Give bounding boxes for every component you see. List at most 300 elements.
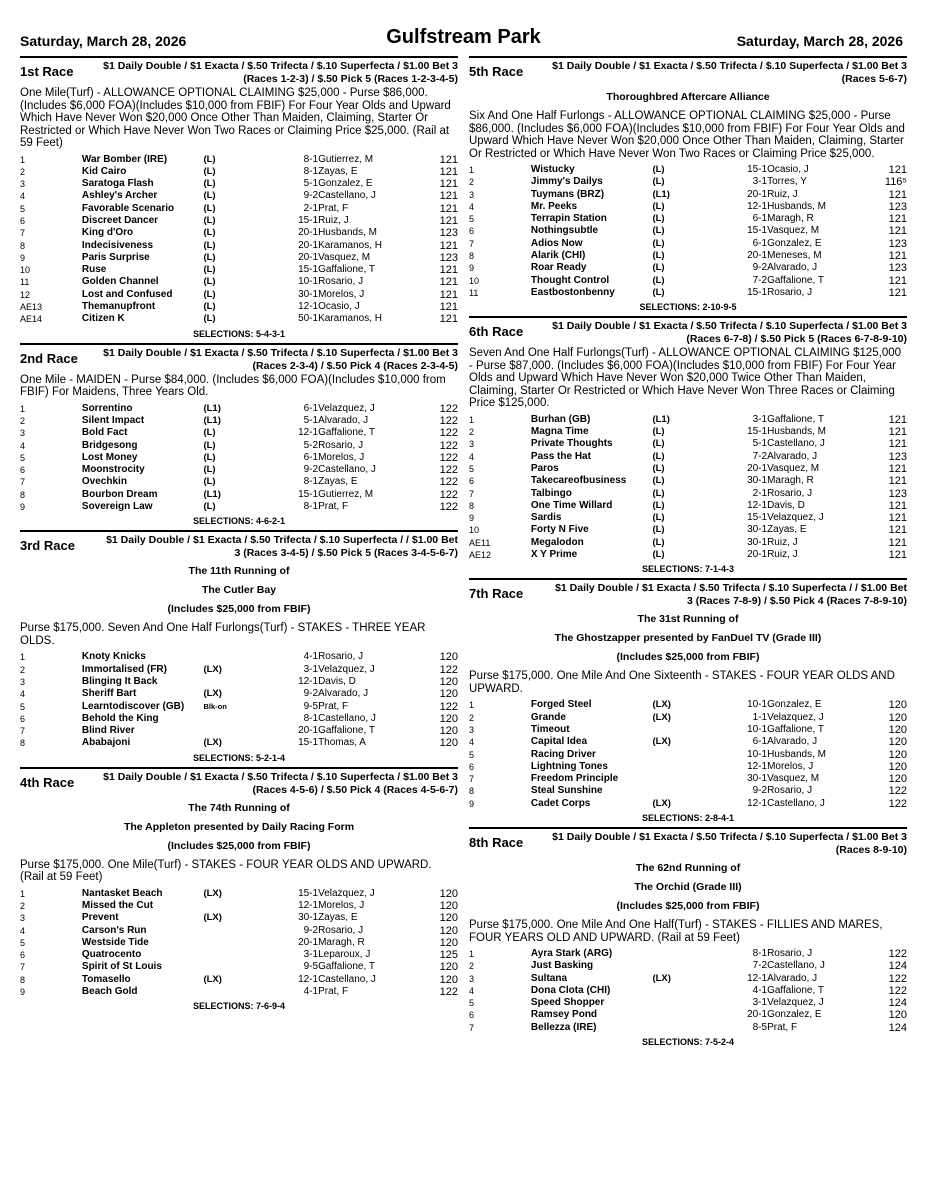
medication: (L) (203, 264, 216, 276)
weight: 122 (439, 476, 458, 489)
post-position: 9 (469, 798, 475, 809)
horse-name: Saratoga Flash (81, 178, 154, 190)
morning-line-odds: 7-2 (752, 960, 768, 972)
post-position: 12 (20, 289, 31, 300)
jockey-name: Gonzalez, E (767, 1009, 822, 1021)
morning-line-odds: 15-1 (298, 214, 319, 226)
jockey-name: Rosario, J (767, 487, 813, 499)
race-wager-list: $1 Daily Double / $1 Exacta / $.50 Trifecta / $.10 Superfecta / $1.00 Bet 3 (Races 6-7-8) / $.50 Pick 5 (Races 6-7-8-9-10) (552, 320, 907, 346)
entry-row (20, 949, 458, 961)
medication (203, 937, 272, 949)
horse-name: Paros (530, 462, 559, 474)
morning-line-odds: 8-1 (303, 165, 319, 177)
race-number: 6th Race (469, 324, 524, 340)
morning-line-odds: 9-2 (752, 785, 768, 797)
race-number: 1st Race (20, 64, 74, 79)
race-block (469, 578, 907, 823)
morning-line-odds: 12-1 (298, 900, 319, 911)
weight: 121 (888, 462, 907, 475)
morning-line-odds: 15-1 (298, 887, 319, 899)
medication (203, 651, 272, 663)
entry-row (20, 313, 458, 325)
medication: (L) (652, 426, 665, 438)
horse-name: One Time Willard (530, 499, 613, 511)
weight: 120 (439, 737, 458, 750)
entry-row (20, 240, 458, 252)
weight: 120 (439, 961, 458, 974)
weight: 122 (439, 464, 458, 477)
morning-line-odds: 15-1 (747, 286, 768, 298)
entry-row (20, 737, 458, 749)
medication: (L) (203, 464, 216, 476)
horse-name: Mr. Peeks (530, 200, 578, 212)
entry-row (20, 440, 458, 452)
medication (652, 985, 721, 997)
jockey-name: Gonzalez, E (318, 178, 373, 190)
horse-name: Terrapin Station (530, 213, 607, 225)
horse-name: Bellezza (IRE) (530, 1021, 597, 1033)
medication (652, 761, 721, 773)
entry-row (469, 537, 907, 549)
jockey-name: Velazquez, J (767, 512, 824, 524)
race-conditions: Six And One Half Furlongs - ALLOWANCE OPTIONAL CLAIMING $25,000 - Purse $86,000. (Includes $6,000 FOA)(Includes $10,000 from FBIF) For Four Year Olds and Upward Which Have Never Won $20,000 Once Other Than Maiden, Claiming, Starter Or Restricted or Which Have Never Won Two Races or Claiming Price $25,000. (469, 110, 905, 160)
race-title-line: Thoroughbred Aftercare Alliance (606, 91, 770, 103)
entry-row (20, 725, 458, 737)
post-position: 1 (20, 154, 26, 165)
race-wager-list: $1 Daily Double / $1 Exacta / $.50 Trifecta / $.10 Superfecta / $1.00 Bet 3 (Races 4-5-6) / $.50 Pick 4 (Races 4-5-6-7) (103, 770, 458, 796)
medication: (L) (652, 274, 665, 286)
weight: 120 (888, 748, 907, 761)
weight: 120 (888, 699, 907, 712)
medication: (L) (203, 202, 216, 214)
horse-name: Grande (530, 711, 566, 723)
post-position: 6 (469, 226, 475, 237)
medication (652, 960, 721, 972)
medication (652, 749, 721, 761)
jockey-name: Velazquez, J (767, 711, 824, 723)
race-title-line: The Orchid (Grade III) (634, 881, 742, 893)
race-wager-list: $1 Daily Double / $1 Exacta / $.50 Trifecta / $.10 Superfecta / $1.00 Bet 3 (Races 2-3-4) / $.50 Pick 4 (Races 2-3-4-5) (103, 346, 458, 372)
morning-line-odds: 10-1 (747, 748, 768, 760)
race-header (20, 534, 458, 560)
horse-name: Speed Shopper (530, 997, 605, 1009)
medication: (L) (652, 164, 665, 175)
horse-name: Themanupfront (81, 301, 156, 313)
post-position: 1 (20, 888, 26, 899)
morning-line-odds: 6-1 (752, 736, 768, 748)
entry-row (20, 888, 458, 900)
entry-row (20, 713, 458, 725)
morning-line-odds: 7-2 (752, 274, 768, 286)
weight: 123 (888, 262, 907, 275)
race-title-line: The Ghostzapper presented by FanDuel TV (Grade III) (554, 632, 822, 645)
medication (203, 725, 272, 737)
post-position: 4 (20, 689, 26, 700)
entry-row (469, 451, 907, 463)
post-position: 10 (20, 265, 31, 276)
morning-line-odds: 20-1 (298, 239, 319, 251)
weight: 116⁵ (884, 176, 907, 189)
horse-name: Moonstrocity (81, 464, 145, 476)
horse-name: Missed the Cut (81, 900, 154, 911)
horse-name: Timeout (530, 723, 570, 735)
medication: (LX) (203, 663, 222, 675)
morning-line-odds: 12-1 (747, 200, 768, 212)
horse-name: Lightning Tones (530, 760, 608, 772)
weight: 121 (439, 288, 458, 301)
medication: (L1) (203, 414, 221, 426)
weight: 124 (888, 960, 907, 973)
weight: 125 (439, 949, 458, 962)
entry-row (469, 773, 907, 785)
entries-table (20, 651, 458, 749)
post-position: 4 (20, 191, 26, 202)
post-position: 11 (469, 287, 479, 298)
morning-line-odds: 20-1 (298, 251, 319, 263)
medication: (L) (652, 512, 665, 524)
race-title-line: The Appleton presented by Daily Racing Form (123, 820, 355, 833)
morning-line-odds: 20-1 (298, 227, 319, 239)
entries-table (469, 948, 907, 1034)
post-position: 5 (20, 203, 26, 214)
medication: (L) (203, 439, 216, 451)
weight: 123 (888, 237, 907, 250)
entry-row (469, 213, 907, 225)
jockey-name: Gonzalez, E (767, 237, 822, 249)
entry-row (469, 724, 907, 736)
entries-table (469, 164, 907, 299)
post-position: 8 (469, 786, 475, 797)
jockey-name: Ruiz, J (318, 214, 349, 226)
race-number: 2nd Race (20, 350, 78, 366)
medication: (LX) (652, 711, 671, 723)
post-position: 3 (20, 428, 26, 439)
entry-row (469, 500, 907, 512)
weight: 120 (439, 936, 458, 949)
jockey-name: Morelos, J (318, 288, 365, 300)
jockey-name: Castellano, J (767, 960, 825, 972)
post-position: 5 (20, 701, 26, 712)
horse-name: Alarik (CHI) (530, 250, 586, 262)
morning-line-odds: 5-1 (303, 178, 319, 190)
jockey-name: Velazquez, J (318, 887, 375, 899)
horse-name: Steal Sunshine (530, 785, 603, 797)
race-number: 8th Race (469, 835, 524, 850)
horse-name: Megalodon (530, 536, 584, 548)
jockey-name: Gaffalione, T (767, 274, 824, 286)
entry-row (469, 948, 907, 960)
entry-row (20, 154, 458, 166)
entry-row (469, 238, 907, 250)
horse-name: Sovereign Law (81, 501, 153, 513)
horse-name: Talbingo (530, 487, 572, 499)
morning-line-odds: 2-1 (303, 202, 319, 214)
race-block (20, 56, 458, 339)
medication: (L1) (652, 188, 670, 200)
morning-line-odds: 9-2 (303, 464, 319, 476)
entry-row (20, 676, 458, 688)
horse-name: Spirit of St Louis (81, 961, 162, 973)
post-position: 4 (469, 985, 475, 996)
weight: 122 (888, 797, 907, 810)
race-number: 5th Race (469, 64, 524, 79)
race-selections: SELECTIONS: 7-5-2-4 (641, 1037, 735, 1048)
post-position: AE13 (20, 302, 43, 313)
morning-line-odds: 8-1 (303, 712, 319, 724)
weight: 121 (888, 499, 907, 512)
horse-name: Silent Impact (81, 414, 145, 426)
medication (652, 1009, 721, 1021)
entry-row (469, 960, 907, 972)
horse-name: Nothingsubtle (530, 225, 599, 237)
jockey-name: Gutierrez, M (318, 488, 374, 500)
medication: (L) (652, 262, 665, 274)
horse-name: Paris Surprise (81, 251, 150, 263)
medication: (L) (203, 451, 216, 463)
jockey-name: Gutierrez, M (318, 153, 374, 165)
jockey-name: Meneses, M (767, 250, 822, 262)
horse-name: Citizen K (81, 313, 125, 325)
horse-name: Ruse (81, 264, 107, 276)
race-conditions: One Mile(Turf) - ALLOWANCE OPTIONAL CLAIMING $25,000 - Purse $86,000. (Includes $6,000 FOA)(Includes $10,000 from FBIF) For Four Year Olds and Upward Which Have Never Won $20,000 Once Other Than Maiden, Claiming, Starter Or Restricted or Which Have Never Won Two Races or Claiming Price $25,000. (Rail at 59 Feet) (20, 87, 451, 149)
horse-name: Learntodiscover (GB) (81, 700, 185, 712)
header-date-right: Saturday, March 28, 2026 (736, 33, 903, 49)
horse-name: Thought Control (530, 274, 610, 286)
post-position: 2 (20, 664, 26, 675)
jockey-name: Rosario, J (767, 286, 813, 298)
post-position: 5 (469, 749, 475, 760)
weight: 123 (888, 450, 907, 463)
entry-row (469, 699, 907, 711)
weight: 122 (439, 439, 458, 452)
morning-line-odds: 30-1 (298, 288, 319, 300)
morning-line-odds: 12-1 (298, 973, 319, 985)
jockey-name: Rosario, J (767, 948, 813, 959)
race-block (469, 827, 907, 1047)
post-position: 7 (469, 488, 475, 499)
medication: (L) (203, 178, 216, 190)
horse-name: Behold the King (81, 712, 159, 724)
jockey-name: Morelos, J (318, 900, 365, 911)
medication: (L) (203, 190, 216, 202)
morning-line-odds: 8-1 (752, 948, 768, 959)
entry-row (469, 712, 907, 724)
entry-row (20, 476, 458, 488)
right-column (469, 56, 907, 1051)
entry-row (469, 201, 907, 213)
morning-line-odds: 20-1 (747, 188, 768, 200)
race-selections: SELECTIONS: 5-2-1-4 (192, 752, 286, 763)
race-block (20, 767, 458, 1012)
jockey-name: Maragh, R (767, 475, 814, 487)
jockey-name: Gaffalione, T (318, 427, 375, 439)
medication: (L) (652, 536, 665, 548)
post-position: 3 (20, 676, 26, 687)
weight: 121 (439, 301, 458, 314)
race-number: 3rd Race (20, 538, 75, 554)
post-position: 2 (20, 166, 26, 177)
weight: 123 (888, 487, 907, 500)
medication: (L) (203, 476, 216, 488)
medication: (LX) (652, 699, 671, 711)
entry-row (20, 986, 458, 998)
morning-line-odds: 8-1 (303, 153, 319, 165)
entry-row (469, 1022, 907, 1034)
post-position: 5 (469, 998, 475, 1009)
post-position: 8 (20, 240, 26, 251)
medication: (L) (652, 438, 665, 450)
jockey-name: Castellano, J (318, 973, 376, 985)
post-position: 2 (469, 177, 475, 188)
race-title-line: (Includes $25,000 from FBIF) (616, 900, 760, 912)
entries-table (469, 699, 907, 810)
weight: 120 (888, 1009, 907, 1022)
jockey-name: Prat, F (318, 986, 349, 998)
post-position: 3 (469, 973, 475, 984)
weight: 120 (439, 924, 458, 937)
jockey-name: Castellano, J (318, 712, 376, 724)
race-header (469, 582, 907, 608)
entry-row (469, 985, 907, 997)
post-position: 7 (469, 1022, 475, 1033)
horse-name: Cadet Corps (530, 797, 591, 809)
horse-name: Westside Tide (81, 936, 149, 948)
race-conditions: One Mile - MAIDEN - Purse $84,000. (Includes $6,000 FOA)(Includes $10,000 from FBIF) For Maidens, Three Years Old. (20, 373, 446, 399)
race-header (20, 60, 458, 86)
horse-name: Adios Now (530, 237, 583, 249)
horse-name: Carson's Run (81, 924, 147, 936)
medication (652, 1022, 721, 1034)
post-position: 3 (20, 179, 26, 190)
morning-line-odds: 12-1 (298, 301, 319, 313)
weight: 120 (888, 711, 907, 724)
entry-row (469, 549, 907, 561)
medication: (L) (203, 214, 216, 226)
post-position: 1 (469, 414, 475, 425)
morning-line-odds: 12-1 (747, 797, 768, 809)
entry-row (20, 178, 458, 190)
weight: 120 (439, 688, 458, 701)
morning-line-odds: 15-1 (747, 225, 768, 237)
jockey-name: Morelos, J (318, 451, 365, 463)
morning-line-odds: 8-1 (303, 476, 319, 488)
weight: 121 (888, 250, 907, 263)
race-wager-list: $1 Daily Double / $1 Exacta / $.50 Trifecta / $.10 Superfecta / $1.00 Bet 3 (Races 1-2-3) / $.50 Pick 5 (Races 1-2-3-4-5) (103, 60, 458, 85)
entry-row (20, 415, 458, 427)
jockey-name: Velazquez, J (767, 997, 824, 1009)
race-conditions: Purse $175,000. One Mile And One Half(Turf) - STAKES - FILLIES AND MARES, FOUR YEARS OLD AND UPWARD. (Rail at 59 Feet) (469, 919, 883, 944)
morning-line-odds: 30-1 (747, 475, 768, 487)
jockey-name: Husbands, M (318, 227, 377, 239)
jockey-name: Gaffalione, T (318, 961, 375, 973)
race-wager-list: $1 Daily Double / $1 Exacta / $.50 Trifecta / $.10 Superfecta / $1.00 Bet 3 (Races 8-9-10) (552, 831, 907, 856)
jockey-name: Alvarado, J (767, 736, 818, 748)
morning-line-odds: 6-1 (303, 451, 319, 463)
morning-line-odds: 3-1 (303, 663, 319, 675)
morning-line-odds: 9-2 (752, 262, 768, 274)
weight: 121 (888, 438, 907, 451)
medication: (L) (203, 239, 216, 251)
post-position: 11 (20, 277, 30, 288)
weight: 121 (888, 225, 907, 238)
post-position: 4 (469, 737, 475, 748)
post-position: 4 (20, 925, 26, 936)
medication (203, 900, 272, 912)
horse-name: Bold Fact (81, 427, 128, 439)
medication (652, 724, 721, 736)
morning-line-odds: 3-1 (752, 413, 768, 425)
post-position: 5 (20, 937, 26, 948)
morning-line-odds: 9-2 (303, 190, 319, 202)
weight: 121 (439, 239, 458, 252)
weight: 120 (888, 723, 907, 736)
post-position: 7 (469, 238, 475, 249)
morning-line-odds: 12-1 (747, 499, 768, 511)
race-title-line: The Cutler Bay (201, 584, 277, 597)
entry-row (469, 250, 907, 262)
entry-row (20, 227, 458, 239)
medication: (L) (203, 288, 216, 300)
race-title-line: (Includes $25,000 from FBIF) (616, 651, 760, 664)
jockey-name: Torres, Y (767, 176, 807, 188)
jockey-name: Castellano, J (767, 797, 825, 809)
morning-line-odds: 20-1 (747, 549, 768, 561)
horse-name: Pass the Hat (530, 450, 591, 462)
horse-name: Immortalised (FR) (81, 663, 167, 675)
weight: 121 (439, 214, 458, 227)
post-position: 2 (469, 961, 475, 972)
horse-name: Sultana (530, 972, 568, 984)
post-position: 5 (20, 452, 26, 463)
post-position: 1 (20, 652, 26, 663)
medication (203, 949, 272, 961)
post-position: 6 (469, 761, 475, 772)
horse-name: Wistucky (530, 164, 575, 175)
post-position: 5 (469, 463, 475, 474)
post-position: 9 (20, 987, 26, 998)
post-position: 7 (20, 962, 26, 973)
horse-name: Ashley's Archer (81, 190, 158, 202)
race-title-line: (Includes $25,000 from FBIF) (167, 839, 311, 852)
horse-name: Ovechkin (81, 476, 127, 488)
post-position: 6 (469, 476, 475, 487)
entry-row (469, 997, 907, 1009)
entries-table (20, 403, 458, 514)
weight: 121 (888, 413, 907, 426)
horse-name: Blind River (81, 725, 135, 737)
post-position: 2 (469, 427, 475, 438)
medication: (L) (203, 153, 216, 165)
jockey-name: Vasquez, M (767, 773, 820, 785)
entry-row (469, 262, 907, 274)
jockey-name: Gaffalione, T (318, 725, 375, 737)
race-block (20, 343, 458, 527)
medication: (LX) (203, 737, 222, 749)
post-position: 7 (20, 726, 26, 737)
race-title-line: The 31st Running of (637, 613, 739, 626)
morning-line-odds: 8-1 (303, 501, 319, 513)
horse-name: Forty N Five (530, 524, 589, 536)
entry-row (469, 275, 907, 287)
medication (203, 925, 272, 937)
post-position: 4 (20, 440, 26, 451)
race-title-line: (Includes $25,000 from FBIF) (167, 603, 311, 616)
horse-name: Ayra Stark (ARG) (530, 948, 613, 959)
entry-row (20, 301, 458, 313)
entry-row (20, 252, 458, 264)
race-title-line: The 11th Running of (188, 565, 290, 578)
weight: 121 (888, 536, 907, 549)
